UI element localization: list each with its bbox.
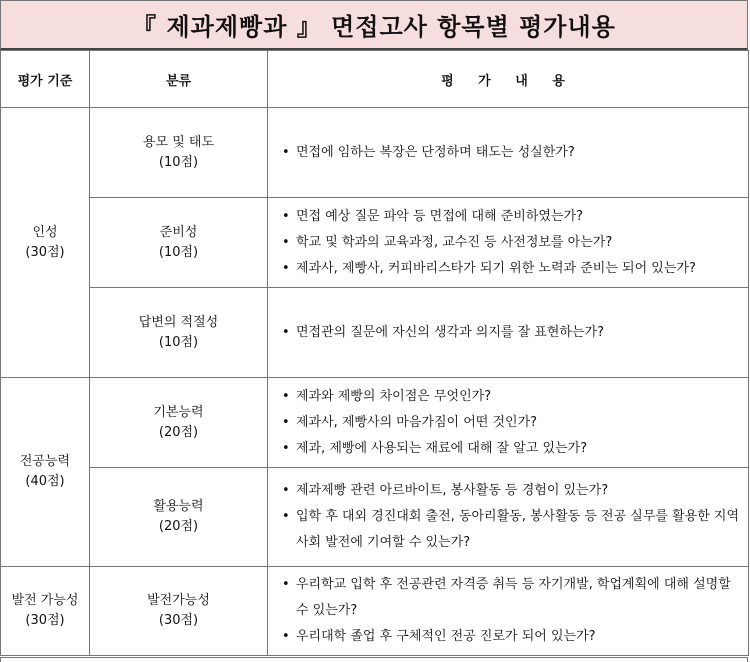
category-points: (30점) bbox=[158, 613, 199, 628]
category-points: (10점) bbox=[158, 244, 199, 260]
content-list bbox=[282, 140, 740, 166]
content-cell bbox=[268, 468, 749, 567]
list-item: • 제과사, 제빵사, 커피바리스타가 되기 위한 노력과 준비는 되어 있는가? bbox=[282, 256, 740, 282]
content-cell bbox=[268, 378, 749, 468]
criterion-cell-personality bbox=[1, 108, 90, 378]
header-criteria: 평가 기준 bbox=[1, 51, 90, 108]
header-category: 분류 bbox=[90, 51, 268, 108]
category-cell bbox=[90, 567, 268, 656]
criterion-label: 인성 bbox=[32, 224, 58, 240]
content-cell bbox=[268, 288, 749, 378]
criterion-points: (30점) bbox=[25, 244, 65, 260]
content-cell bbox=[268, 198, 749, 288]
page-title: 『 제과제빵과 』 면접고사 항목별 평가내용 bbox=[132, 13, 616, 41]
header-content: 평 가 내 용 bbox=[268, 51, 749, 108]
evaluation-table bbox=[0, 50, 749, 656]
criterion-label: 발전 가능성 bbox=[11, 593, 79, 608]
list-item: • 입학 후 대외 경진대회 출전, 동아리활동, 봉사활동 등 전공 실무를 활용한 지역사회 발전에 기여할 수 있는가? bbox=[282, 504, 740, 556]
content-list bbox=[282, 478, 740, 556]
content-cell bbox=[268, 567, 749, 656]
category-points: (10점) bbox=[158, 154, 199, 170]
list-item: • 면접 예상 질문 파악 등 면접에 대해 준비하였는가? bbox=[282, 204, 740, 230]
content-list bbox=[282, 572, 740, 650]
content-cell bbox=[268, 108, 749, 198]
category-points: (10점) bbox=[158, 334, 199, 350]
list-item: • 제과와 제빵의 차이점은 무엇인가? bbox=[282, 384, 740, 410]
content-list bbox=[282, 384, 740, 462]
table-row bbox=[1, 468, 749, 567]
list-item: • 제과제빵 관련 아르바이트, 봉사활동 등 경험이 있는가? bbox=[282, 478, 740, 504]
table-row bbox=[1, 567, 749, 656]
list-item: • 제과, 제빵에 사용되는 재료에 대해 잘 알고 있는가? bbox=[282, 436, 740, 462]
header-row bbox=[1, 51, 749, 108]
category-cell bbox=[90, 108, 268, 198]
criterion-points: (40점) bbox=[25, 474, 65, 489]
table-row bbox=[1, 288, 749, 378]
table-bottom-edge bbox=[0, 657, 748, 662]
list-item: • 면접관의 질문에 자신의 생각과 의지를 잘 표현하는가? bbox=[282, 320, 740, 346]
category-label: 기본능력 bbox=[153, 404, 204, 420]
criterion-cell-growth-potential bbox=[1, 567, 90, 656]
content-list bbox=[282, 204, 740, 282]
list-item: • 우리대학 졸업 후 구체적인 전공 진로가 되어 있는가? bbox=[282, 624, 740, 650]
category-label: 준비성 bbox=[159, 224, 198, 240]
table-row bbox=[1, 378, 749, 468]
list-item: • 면접에 임하는 복장은 단정하며 태도는 성실한가? bbox=[282, 140, 740, 166]
table-row bbox=[1, 198, 749, 288]
category-cell bbox=[90, 288, 268, 378]
category-cell bbox=[90, 468, 268, 567]
criterion-points: (30점) bbox=[25, 613, 65, 628]
list-item: • 제과사, 제빵사의 마음가짐이 어떤 것인가? bbox=[282, 410, 740, 436]
category-points: (20점) bbox=[158, 519, 199, 534]
criterion-label: 전공능력 bbox=[19, 454, 71, 469]
criterion-cell-major-ability bbox=[1, 378, 90, 567]
category-cell bbox=[90, 198, 268, 288]
category-label: 활용능력 bbox=[153, 499, 204, 514]
table-row bbox=[1, 108, 749, 198]
category-label: 답변의 적절성 bbox=[138, 314, 219, 330]
category-points: (20점) bbox=[158, 424, 199, 440]
page-title-bar bbox=[0, 0, 748, 50]
content-list bbox=[282, 320, 740, 346]
category-cell bbox=[90, 378, 268, 468]
category-label: 용모 및 태도 bbox=[142, 134, 215, 150]
list-item: • 학교 및 학과의 교육과정, 교수진 등 사전정보를 아는가? bbox=[282, 230, 740, 256]
list-item: • 우리학교 입학 후 전공관련 자격증 취득 등 자기개발, 학업계획에 대해 설명할 수 있는가? bbox=[282, 572, 740, 624]
category-label: 발전가능성 bbox=[147, 593, 210, 608]
